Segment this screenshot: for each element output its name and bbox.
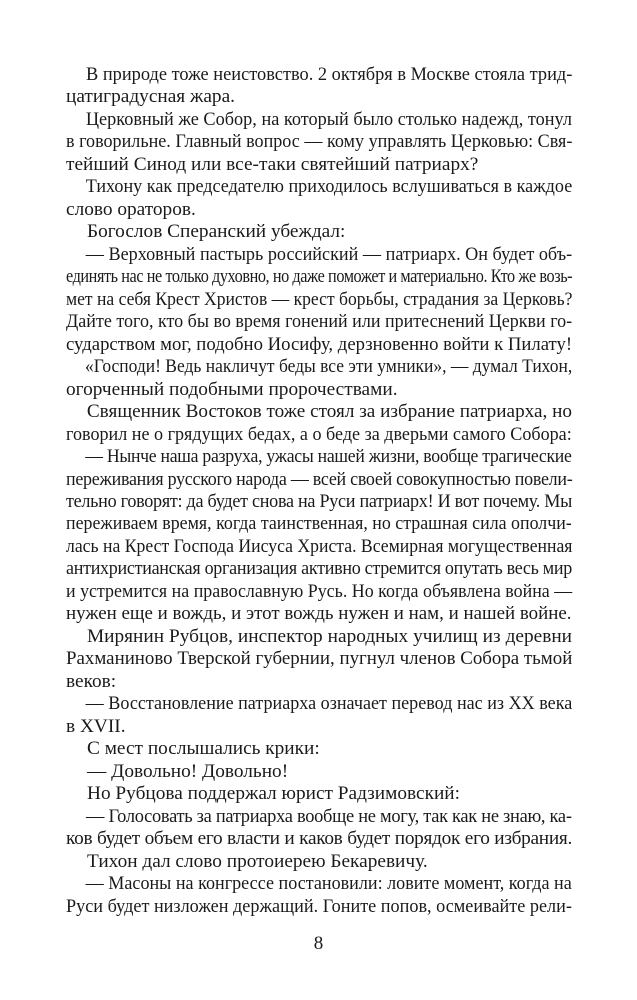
text-line: нужен еще и вождь, и этот вождь нужен и нам, и нашей войне.: [66, 603, 572, 625]
text-line: мет на себя Крест Христов — крест борьбы, страдания за Церковь?: [66, 288, 573, 310]
text-line: В природе тоже неистовство. 2 октября в Москве стояла трид-: [85, 64, 573, 85]
text-line: лась на Крест Господа Иисуса Христа. Всемирная могущественная: [66, 535, 573, 557]
text-line: — Восстановление патриарха означает перевод нас из XX века: [85, 693, 573, 715]
text-line: сударством мог, подобно Иосифу, дерзновенно войти к Пилату!: [66, 333, 573, 355]
text-line: Руси будет низложен держащий. Гоните попов, осмеивайте рели-: [66, 895, 572, 917]
text-line: огорченный подобными пророчествами.: [66, 378, 398, 400]
text-line: в XVII.: [66, 715, 126, 737]
text-line: тейший Синод или все-таки святейший патриарх?: [66, 153, 479, 175]
text-line: Но Рубцова поддержал юрист Радзимовский:: [87, 783, 460, 805]
text-line: переживания русского народа — всей своей совокупностью повели-: [66, 468, 573, 490]
text-line: единять нас не только духовно, но даже поможет и материально. Кто же возь-: [66, 266, 573, 288]
text-line: С мест послышались крики:: [87, 738, 320, 760]
text-line: слово ораторов.: [66, 198, 196, 220]
text-line: цатиградусная жара.: [66, 86, 235, 108]
text-line: Церковный же Собор, на который было столько надежд, тонул: [85, 108, 572, 130]
text-line: — Масоны на конгрессе постановили: ловите момент, когда на: [85, 873, 572, 895]
text-line: Мирянин Рубцов, инспектор народных училищ из деревни: [87, 625, 572, 647]
text-line: Тихону как председателю приходилось вслушиваться в каждое: [85, 176, 573, 198]
text-line: Дайте того, кто бы во время гонений или притеснений Церкви го-: [66, 311, 573, 333]
text-line: — Довольно! Довольно!: [87, 760, 289, 782]
text-line: «Господи! Ведь накличут беды все эти умники», — думал Тихон,: [85, 356, 573, 378]
page-number: 8: [313, 933, 324, 954]
text-line: и устремится на православную Русь. Но когда объявлена война —: [66, 580, 573, 602]
text-line: Священник Востоков тоже стоял за избрание патриарха, но: [86, 401, 573, 423]
text-line: Рахманиново Тверской губернии, пугнул членов Собора тьмой: [66, 648, 573, 670]
text-line: говорил не о грядущих бедах, а о беде за дверьми самого Собора:: [66, 423, 572, 445]
text-line: — Нынче наша разруха, ужасы нашей жизни, вообще трагические: [85, 446, 572, 468]
text-line: переживаем время, когда таинственная, но страшная сила ополчи-: [66, 513, 572, 535]
text-line: веков:: [66, 670, 117, 692]
text-line: — Верховный пастырь российский — патриарх. Он будет объ-: [85, 243, 573, 265]
text-line: — Голосовать за патриарха вообще не могу, так как не знаю, ка-: [86, 805, 572, 827]
text-line: в говорильне. Главный вопрос — кому управлять Церковью: Свя-: [66, 131, 573, 153]
text-line: Тихон дал слово протоиерею Бекаревичу.: [87, 850, 428, 872]
text-line: Богослов Сперанский убеждал:: [87, 221, 346, 243]
text-line: антихристианская организация активно стремится опутать весь мир: [66, 558, 573, 580]
text-line: тельно говорят: да будет снова на Руси патриарх! И вот почему. Мы: [66, 491, 572, 512]
text-line: ков будет объем его власти и каков будет порядок его избрания.: [66, 828, 572, 850]
